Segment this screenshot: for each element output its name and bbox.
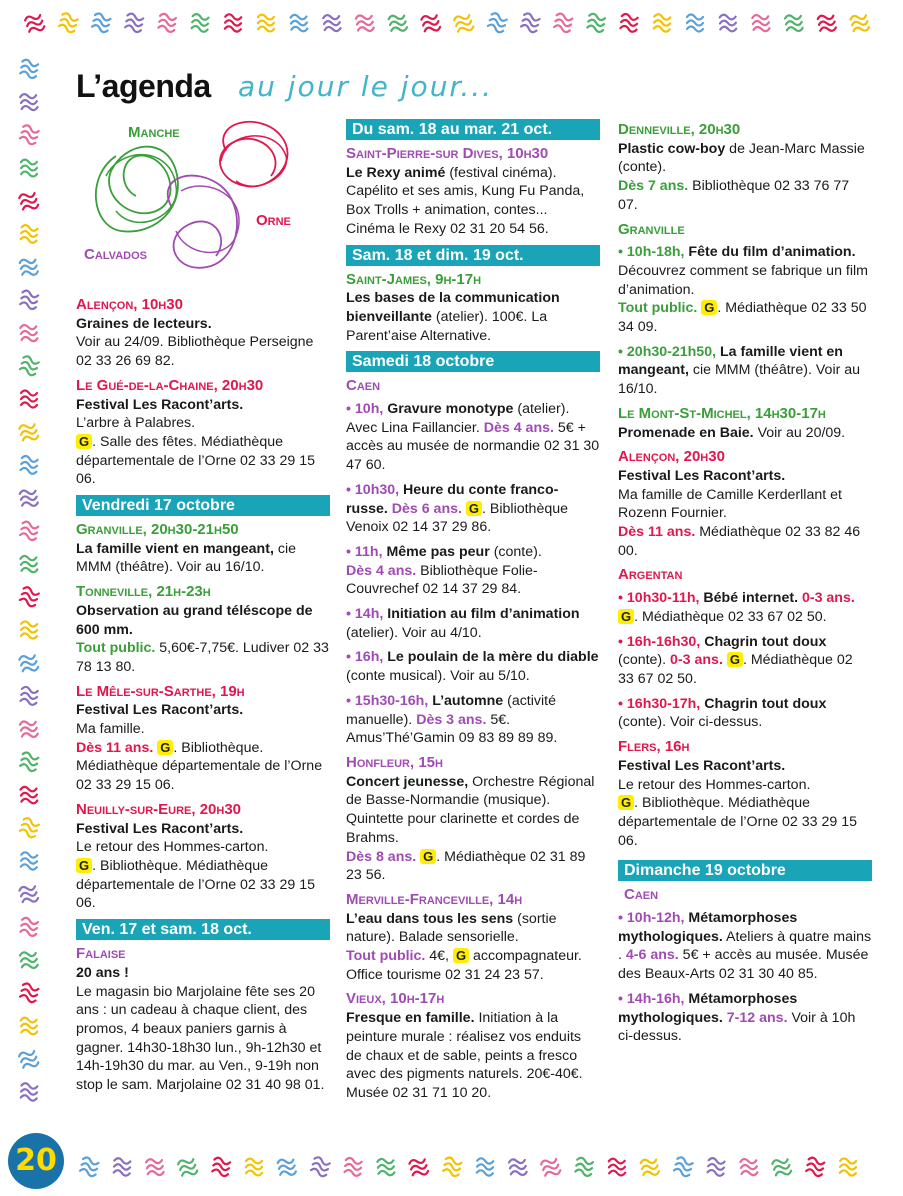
event-place: Saint-Pierre-sur Dives, 10h30 <box>346 145 549 162</box>
event-text: Voir au 20/09. <box>753 424 846 441</box>
border-mark-left <box>20 752 39 772</box>
event-title: Gravure monotype <box>383 401 514 418</box>
event-entry <box>346 605 600 642</box>
event-time: • 10h, <box>346 401 384 418</box>
event-place: Falaise <box>76 945 126 963</box>
event-text: . Médiathèque 02 33 67 02 50. <box>618 652 853 687</box>
event-text: . Salle des fêtes. Médiathèque départementale de l’Orne 02 33 29 15 06. <box>76 433 315 488</box>
event-text: Le retour des Hommes-carton. <box>76 839 269 856</box>
page-number: 20 <box>8 1133 64 1189</box>
event-text: Médiathèque 02 33 82 46 00. <box>618 524 861 559</box>
event-time: • 14h-16h, <box>618 990 685 1007</box>
event-title: Graines de lecteurs. <box>76 315 212 332</box>
event-entry <box>76 801 330 913</box>
border-mark-left <box>20 456 38 475</box>
g-badge: G <box>618 795 634 810</box>
g-badge: G <box>453 948 469 963</box>
border-mark-bottom <box>707 1158 724 1176</box>
border-mark-top <box>453 13 474 34</box>
column-1 <box>76 292 330 1101</box>
event-place: Honfleur, 15h <box>346 753 443 771</box>
event-time: • 10h30, <box>346 481 400 498</box>
event-title: Fête du film d’animation. <box>684 244 856 261</box>
event-entry <box>76 583 330 677</box>
event-text: Voir au 24/09. Bibliothèque Perseigne 02 33 26 69 82. <box>76 334 314 370</box>
event-entry <box>618 738 872 850</box>
event-text: (atelier). Voir au 4/10. <box>346 624 482 641</box>
border-mark-top <box>620 14 638 33</box>
border-mark-left <box>20 786 37 804</box>
event-title: L’automne <box>428 692 504 709</box>
event-text: Ma famille de Camille Kerderllant et Rozenn Fournier. <box>618 486 842 522</box>
event-title: Heure du conte franco-russe. <box>346 481 559 517</box>
event-title: Festival Les Racont’arts. <box>76 396 244 413</box>
border-mark-bottom <box>443 1157 462 1177</box>
event-title: L’eau dans tous les sens <box>346 910 514 927</box>
event-place: Vieux, 10h-17h <box>346 990 445 1008</box>
border-mark-left <box>20 59 39 79</box>
event-text: (conte musical). Voir au 5/10. <box>346 668 530 685</box>
border-mark-top <box>587 13 605 32</box>
age-label: Dès 7 ans. <box>618 178 689 195</box>
border-mark-bottom <box>740 1158 758 1177</box>
event-entry <box>346 754 600 885</box>
event-text: (conte). <box>618 652 667 669</box>
border-mark-bottom <box>177 1157 198 1178</box>
border-mark-bottom <box>575 1157 593 1176</box>
event-text: . Bibliothèque Venoix 02 14 37 29 86. <box>346 500 569 536</box>
border-mark-left <box>19 257 38 277</box>
event-text: Bibliothèque 02 33 76 77 07. <box>618 178 850 213</box>
event-time: • 10h-12h, <box>618 910 685 927</box>
border-mark-top <box>125 13 144 33</box>
event-text: accompagnateur. Office tourisme 02 31 24 23 57. <box>346 948 582 983</box>
border-mark-left <box>21 1083 38 1101</box>
event-text: 5€. Amus’Thé’Gamin 09 83 89 89 89. <box>346 711 558 747</box>
event-time: • 11h, <box>346 543 383 560</box>
map-label-calvados: Calvados <box>84 246 147 263</box>
event-entry <box>618 695 872 732</box>
event-place: Le Mêle-sur-Sarthe, 19h <box>76 682 245 700</box>
event-entry <box>76 683 330 795</box>
border-mark-left <box>20 93 38 112</box>
event-entry <box>346 271 600 346</box>
border-mark-left <box>19 422 39 443</box>
event-text: (activité manuelle). <box>346 692 556 728</box>
event-time: • 14h, <box>346 606 384 623</box>
event-text: Initiation à la peinture murale : réalisez vos enduits de chaux et de sable, peints a fresco avec des pigments naturels. 20€-40€. Musée 02 31 71 10 20. <box>346 1010 583 1101</box>
border-mark-top <box>850 13 870 34</box>
g-badge: G <box>618 609 634 624</box>
event-title: Observation au grand téléscope de 600 mm. <box>76 602 313 638</box>
event-title: Festival Les Racont’arts. <box>618 467 786 484</box>
event-title: Bébé internet. <box>699 590 799 607</box>
border-mark-top <box>91 13 111 33</box>
border-mark-top <box>554 13 573 33</box>
g-badge: G <box>727 652 743 667</box>
event-entry <box>618 633 872 689</box>
event-text: Orchestre Régional de Basse-Normandie (musique). Quintette pour clarinette et cordes de Brahms. <box>346 773 595 846</box>
event-text: Le retour des Hommes-carton. <box>618 776 811 793</box>
border-mark-left <box>20 521 39 541</box>
event-text: 5,60€-7,75€. Ludiver 02 33 78 13 80. <box>76 640 329 675</box>
age-label: 7-12 ans. <box>722 1009 788 1026</box>
event-entry <box>618 405 872 442</box>
event-title: Métamorphoses mythologiques. <box>618 990 798 1026</box>
city-heading: Caen <box>346 377 381 395</box>
border-mark-left <box>19 124 39 145</box>
g-badge: G <box>76 858 92 873</box>
border-mark-left <box>19 191 39 212</box>
border-mark-left <box>19 719 38 739</box>
g-badge: G <box>701 300 717 315</box>
event-place: Saint-James, 9h-17h <box>346 270 482 288</box>
border-mark-top <box>388 13 407 33</box>
age-label: Dès 8 ans. <box>346 848 417 865</box>
border-mark-left <box>18 1049 39 1070</box>
border-mark-top <box>817 13 836 33</box>
audience-label: Tout public. <box>618 300 698 317</box>
border-mark-bottom <box>344 1158 362 1177</box>
border-mark-top <box>487 12 507 33</box>
department-map <box>76 116 328 276</box>
border-mark-left <box>21 159 37 176</box>
border-mark-top <box>752 14 770 33</box>
event-text: . Médiathèque 02 33 50 34 09. <box>618 300 867 336</box>
event-place: Denneville, 20h30 <box>618 121 741 138</box>
event-text: Bibliothèque Folie-Couvrechef 02 14 37 29 84. <box>346 562 538 598</box>
event-title: Festival Les Racont’arts. <box>76 820 244 837</box>
border-mark-left <box>20 324 38 343</box>
event-text: (atelier). 100€. La Parent’aise Alternative. <box>346 308 548 344</box>
event-text: (atelier). Avec Lina Faillancier. <box>346 401 570 436</box>
age-label: 4-6 ans. <box>621 947 679 964</box>
border-mark-bottom <box>409 1157 429 1178</box>
event-text: Ateliers à quatre mains . <box>618 928 872 964</box>
border-mark-top <box>58 12 78 33</box>
age-label: Dès 11 ans. <box>618 524 696 541</box>
event-time: • 10h-18h, <box>618 244 685 261</box>
event-entry <box>618 243 872 337</box>
date-header: Du sam. 18 au mar. 21 oct. <box>346 119 600 140</box>
event-time: • 16h30-17h, <box>618 695 701 712</box>
border-mark-top <box>687 15 703 32</box>
border-mark-left <box>20 225 37 243</box>
city-heading: Granville <box>618 220 685 238</box>
event-title: Même pas peur <box>382 543 490 560</box>
event-text: (conte). Voir ci-dessus. <box>618 714 763 731</box>
age-label: Dès 6 ans. <box>387 500 462 517</box>
event-title: Concert jeunesse, <box>346 773 469 790</box>
event-time: • 15h30-16h, <box>346 692 429 709</box>
border-mark-top <box>720 14 737 32</box>
date-header: Dimanche 19 octobre <box>618 860 872 881</box>
border-mark-top <box>24 13 45 34</box>
border-mark-left <box>21 1017 38 1035</box>
event-title: Plastic cow-boy <box>618 140 726 157</box>
event-entry <box>618 121 872 215</box>
event-title: Promenade en Baie. <box>618 424 754 441</box>
event-text: 4€, <box>425 948 449 965</box>
map-label-orne: Orne <box>256 212 291 229</box>
event-entry <box>346 481 600 537</box>
event-title: Fresque en famille. <box>346 1010 475 1027</box>
border-mark-bottom <box>310 1156 330 1177</box>
age-label: Dès 4 ans. <box>479 419 554 436</box>
event-title: 20 ans ! <box>76 964 129 981</box>
border-mark-left <box>20 917 38 936</box>
border-mark-left <box>21 621 37 638</box>
border-mark-bottom <box>246 1158 262 1175</box>
event-time: • 16h, <box>346 649 384 666</box>
event-text: cie MMM (théâtre). Voir au 16/10. <box>618 362 861 398</box>
event-text: (festival cinéma). Capélito et ses amis, Kung Fu Panda, Box Trolls + animation, contes... Cinéma le Rexy 02 31 20 54 56. <box>346 164 585 237</box>
city-heading: Caen <box>624 886 659 904</box>
border-mark-bottom <box>477 1158 494 1176</box>
border-mark-left <box>20 290 39 310</box>
event-text: Voir à 10h ci-dessus. <box>618 1009 856 1045</box>
event-text: (conte). <box>489 543 542 560</box>
event-entry <box>346 648 600 685</box>
event-text: 5€ + accès au musée de normandie 02 31 30 47 60. <box>346 419 600 474</box>
event-title: Festival Les Racont’arts. <box>618 757 786 774</box>
event-title: Festival Les Racont’arts. <box>76 702 244 719</box>
age-label: Dès 11 ans. <box>76 739 154 756</box>
border-mark-top <box>290 14 307 32</box>
event-place: Granville, 20h30-21h50 <box>76 521 239 539</box>
border-mark-left <box>21 852 38 870</box>
event-text: L’arbre à Palabres. <box>76 415 196 432</box>
map-label-manche: Manche <box>128 124 180 141</box>
border-mark-bottom <box>540 1157 561 1178</box>
event-entry <box>618 589 872 626</box>
audience-label: Tout public. <box>76 640 156 657</box>
age-label: Dès 4 ans. <box>346 562 417 579</box>
border-mark-bottom <box>212 1157 231 1177</box>
border-mark-top <box>785 14 803 33</box>
event-time: • 20h30-21h50, <box>618 343 717 360</box>
event-text: 5€ + accès au musée. Musée des Beaux-Arts 02 31 30 40 85. <box>618 947 869 983</box>
g-badge: G <box>157 740 173 755</box>
date-header: Samedi 18 octobre <box>346 351 600 372</box>
event-text: . Bibliothèque. Médiathèque départementale de l’Orne 02 33 29 15 06. <box>76 739 323 794</box>
border-mark-bottom <box>146 1158 164 1177</box>
event-entry <box>76 377 330 489</box>
event-title: Initiation au film d’animation <box>383 606 580 623</box>
border-mark-bottom <box>79 1157 99 1177</box>
event-text: . Bibliothèque. Médiathèque départementale de l’Orne 02 33 29 15 06. <box>76 857 315 912</box>
page-title: L’agenda <box>76 68 211 104</box>
event-title: Chagrin tout doux <box>700 695 827 712</box>
border-mark-top <box>258 14 274 31</box>
page-subtitle: au jour le jour... <box>238 70 494 103</box>
event-place: Le Mont-St-Michel, 14h30-17h <box>618 404 826 422</box>
event-text: cie MMM (théâtre). Voir au 16/10. <box>76 540 296 576</box>
border-mark-bottom <box>840 1158 856 1175</box>
border-mark-bottom <box>509 1158 527 1177</box>
border-mark-top <box>355 13 374 33</box>
column-3 <box>618 121 872 1052</box>
event-text: de Jean-Marc Massie (conte). <box>618 140 865 176</box>
g-badge: G <box>76 434 92 449</box>
border-mark-top <box>158 13 176 32</box>
age-label: 0-3 ans. <box>666 652 723 669</box>
event-text: . Bibliothèque. Médiathèque départementale de l’Orne 02 33 29 15 06. <box>618 795 857 849</box>
event-entry <box>76 296 330 371</box>
event-title: Métamorphoses mythologiques. <box>618 910 798 945</box>
border-mark-bottom <box>114 1158 131 1176</box>
event-entry <box>346 891 600 985</box>
border-mark-top <box>191 14 208 32</box>
border-mark-top <box>654 14 671 32</box>
border-mark-bottom <box>640 1157 659 1177</box>
event-entry <box>618 909 872 984</box>
border-mark-top <box>421 13 441 34</box>
border-mark-left <box>21 391 37 408</box>
border-mark-top <box>323 14 341 33</box>
date-header: Ven. 17 et sam. 18 oct. <box>76 919 330 940</box>
event-place: Flers, 16h <box>618 738 690 756</box>
event-entry <box>618 990 872 1046</box>
event-time: • 10h30-11h, <box>618 590 700 607</box>
border-mark-left <box>20 951 38 970</box>
event-title: Le poulain de la mère du diable <box>383 649 599 666</box>
border-mark-left <box>19 884 39 905</box>
column-2 <box>346 119 600 1109</box>
border-mark-left <box>19 586 39 607</box>
border-mark-left <box>20 686 38 705</box>
border-mark-bottom <box>772 1157 792 1178</box>
border-mark-left <box>19 983 39 1003</box>
event-text: Découvrez comment se fabrique un film d’animation. <box>618 262 868 298</box>
event-title: La famille vient en mangeant, <box>618 343 843 379</box>
event-text: . Médiathèque 02 31 89 23 56. <box>346 848 586 884</box>
g-badge: G <box>466 501 482 516</box>
border-mark-left <box>19 355 39 376</box>
border-mark-bottom <box>377 1158 394 1176</box>
border-mark-top <box>520 12 540 33</box>
event-place: Neuilly-sur-Eure, 20h30 <box>76 800 242 818</box>
border-mark-bottom <box>806 1157 825 1177</box>
date-header: Sam. 18 et dim. 19 oct. <box>346 245 600 266</box>
event-title: La famille vient en mangeant, <box>76 540 274 557</box>
event-place: Merville-Franceville, 14h <box>346 890 523 908</box>
border-mark-top <box>225 14 242 32</box>
event-entry <box>76 945 330 1095</box>
event-entry <box>618 448 872 560</box>
event-place: Tonneville, 21h-23h <box>76 583 211 601</box>
event-entry <box>618 343 872 399</box>
event-entry <box>346 543 600 599</box>
date-header: Vendredi 17 octobre <box>76 495 330 516</box>
event-place: Alençon, 20h30 <box>618 448 725 466</box>
event-time: • 16h-16h30, <box>618 633 701 650</box>
border-mark-left <box>19 817 40 838</box>
event-text: Ma famille. <box>76 721 145 738</box>
event-title: Les bases de la communication bienveillante <box>346 290 560 325</box>
age-label: 0-3 ans. <box>798 590 855 607</box>
event-title: Le Rexy animé <box>346 164 446 181</box>
border-mark-bottom <box>277 1157 296 1177</box>
event-entry <box>346 692 600 748</box>
event-entry <box>346 145 600 239</box>
border-mark-bottom <box>673 1156 693 1177</box>
event-entry <box>346 990 600 1102</box>
event-place: Le Gué-de-la-Chaine, 20h30 <box>76 376 264 394</box>
event-text: (sortie nature). Balade sensorielle. <box>346 910 557 946</box>
event-place: Alençon, 10h30 <box>76 296 183 313</box>
city-heading: Argentan <box>618 566 683 584</box>
g-badge: G <box>420 849 436 864</box>
event-text: . Médiathèque 02 33 67 02 50. <box>634 608 827 625</box>
audience-label: Tout public. <box>346 948 426 965</box>
border-mark-left <box>19 653 39 674</box>
border-mark-left <box>20 555 37 573</box>
event-title: Chagrin tout doux <box>700 633 827 650</box>
border-mark-bottom <box>609 1158 626 1176</box>
age-label: Dès 3 ans. <box>412 711 487 728</box>
event-entry <box>346 400 600 475</box>
event-text: Le magasin bio Marjolaine fête ses 20 ans : un cadeau à chaque client, des promos, 4 beaux paniers garnis à gagner. 14h30-18h30 lun., 9h-12h30 et 14h-19h30 du mar. au Ven., 9-19h non stop le sam. Marjolaine 02 31 40 98 01. <box>76 983 325 1094</box>
border-mark-left <box>19 488 38 508</box>
event-entry <box>76 521 330 577</box>
